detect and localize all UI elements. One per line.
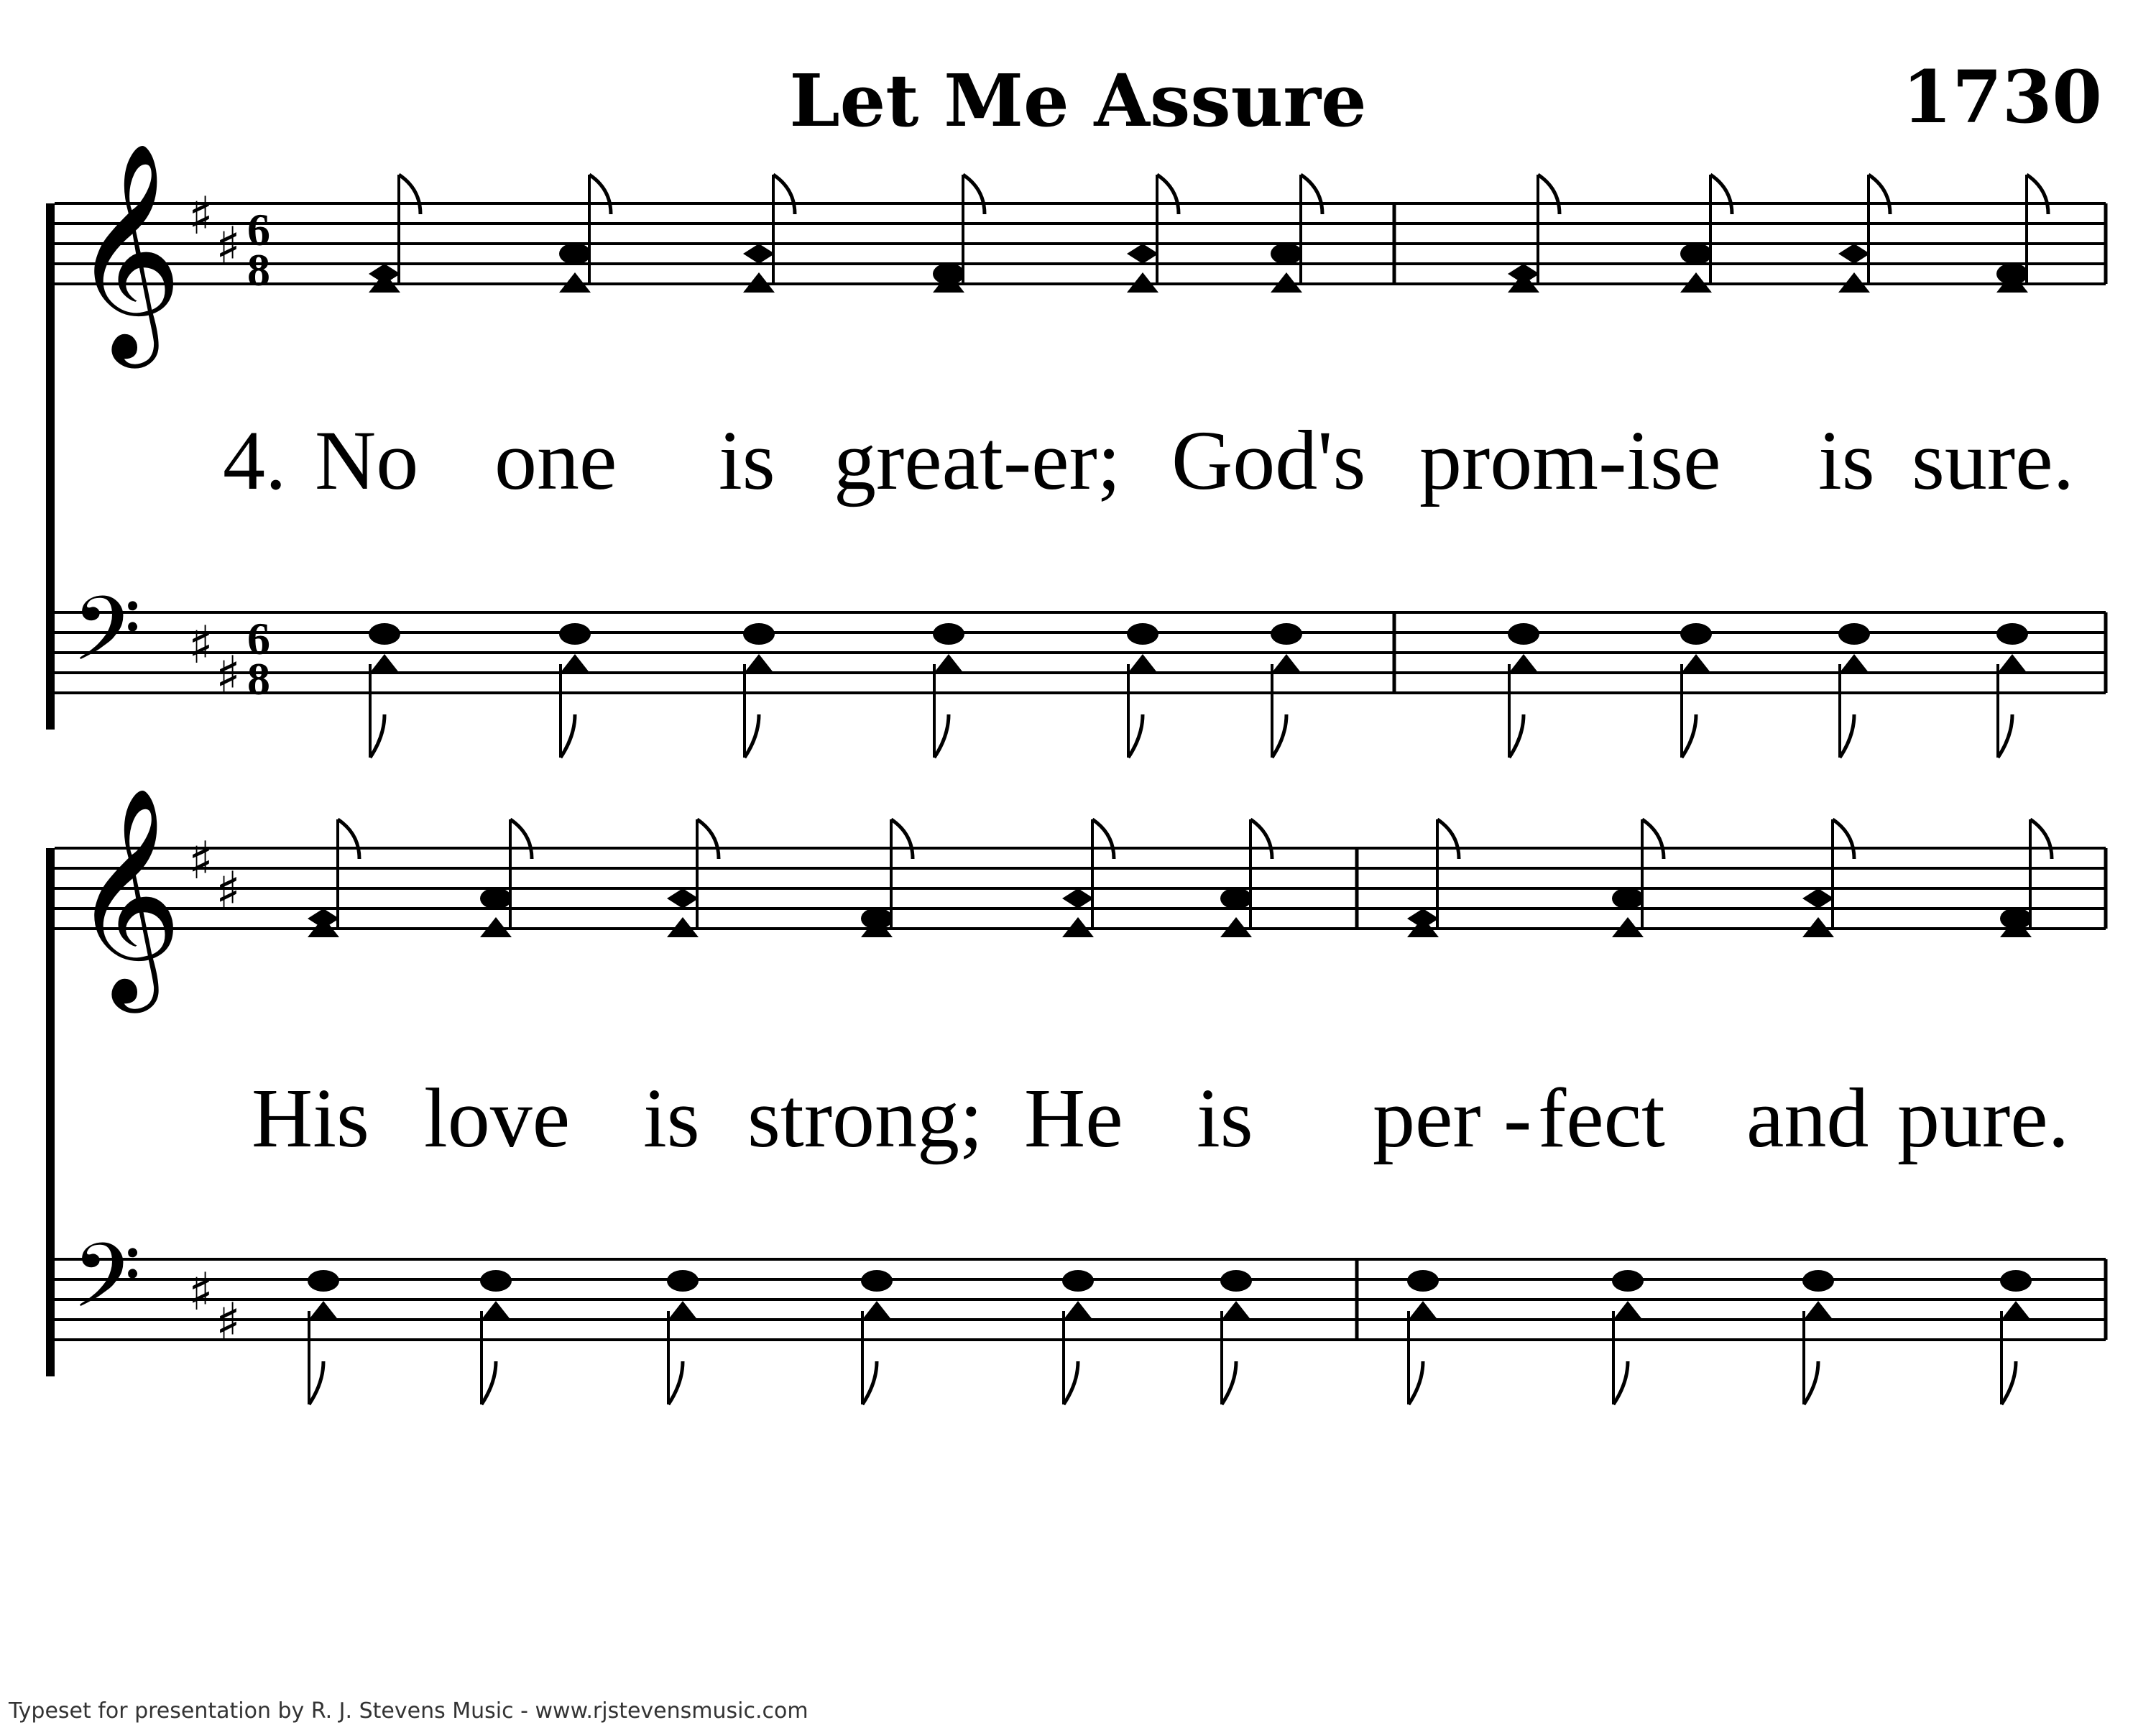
sharp-icon: ♯ xyxy=(188,185,213,246)
note-head-triangle xyxy=(1996,654,2028,674)
note-head-diamond xyxy=(743,244,775,264)
note-head xyxy=(933,623,964,645)
note-flag xyxy=(1064,1361,1078,1404)
note-flag xyxy=(2030,819,2052,859)
time-signature-top: 6 xyxy=(247,204,270,255)
system-1-bracket xyxy=(46,203,55,730)
note-flag xyxy=(1092,819,1114,859)
lyric-syllable: prom-ise xyxy=(1419,413,1721,507)
note-flag xyxy=(1157,175,1179,214)
note-flag xyxy=(934,714,949,758)
sharp-icon: ♯ xyxy=(216,1292,241,1352)
lyric-syllable: fect xyxy=(1538,1071,1665,1165)
hymn-number: 1730 xyxy=(1902,55,2102,139)
note-head xyxy=(667,1270,699,1292)
note-head-diamond xyxy=(369,264,400,284)
hymn-title: Let Me Assure xyxy=(789,58,1367,143)
note-head xyxy=(1220,1270,1252,1292)
note-head xyxy=(1271,623,1302,645)
note-flag xyxy=(963,175,985,214)
lyric-syllable: No xyxy=(315,413,419,507)
note-head xyxy=(1612,1270,1644,1292)
note-head-diamond xyxy=(308,908,339,929)
note-head-diamond xyxy=(1407,908,1439,929)
note-head-triangle xyxy=(1220,1301,1252,1321)
bass-clef-icon: 𝄢 xyxy=(72,1225,142,1350)
note-head xyxy=(1838,623,1870,645)
lyric-syllable: love xyxy=(424,1071,571,1165)
note-head xyxy=(1062,1270,1094,1292)
note-flag xyxy=(1613,1361,1628,1404)
note-flag xyxy=(697,819,719,859)
lyric-syllable: and xyxy=(1746,1071,1869,1165)
note-head-diamond xyxy=(1802,888,1834,908)
note-head xyxy=(1996,263,2028,285)
lyric-syllable: He xyxy=(1024,1071,1123,1165)
note-head-triangle xyxy=(1271,654,1302,674)
note-head-triangle xyxy=(308,1301,339,1321)
note-head-triangle xyxy=(743,654,775,674)
note-flag xyxy=(745,714,759,758)
note-flag xyxy=(1409,1361,1423,1404)
note-head xyxy=(1508,623,1539,645)
note-flag xyxy=(1222,1361,1236,1404)
treble-clef-icon: 𝄞 xyxy=(72,142,183,359)
note-flag xyxy=(370,714,384,758)
note-head-diamond xyxy=(1127,244,1158,264)
note-head-diamond xyxy=(667,888,699,908)
note-flag xyxy=(589,175,611,214)
note-flag xyxy=(561,714,575,758)
footer-credit: Typeset for presentation by R. J. Stevens Music - www.rjstevensmusic.com xyxy=(9,1698,808,1724)
note-head xyxy=(1680,623,1712,645)
note-flag xyxy=(510,819,532,859)
lyric-syllable: per xyxy=(1373,1071,1481,1165)
note-flag xyxy=(1250,819,1272,859)
note-head xyxy=(1271,243,1302,264)
lyric-syllable: is xyxy=(1818,413,1875,507)
note-head-triangle xyxy=(559,654,591,674)
lyric-syllable: His xyxy=(252,1071,369,1165)
note-head xyxy=(1127,623,1158,645)
lyric-syllable: God's xyxy=(1171,413,1366,507)
note-head xyxy=(1680,243,1712,264)
lyric-syllable: sure. xyxy=(1912,413,2075,507)
note-head-triangle xyxy=(667,1301,699,1321)
note-flag xyxy=(1869,175,1890,214)
note-flag xyxy=(1804,1361,1818,1404)
note-head xyxy=(743,623,775,645)
note-flag xyxy=(862,1361,877,1404)
note-flag xyxy=(1128,714,1143,758)
note-flag xyxy=(1833,819,1854,859)
note-head-triangle xyxy=(1680,654,1712,674)
note-head-triangle xyxy=(369,654,400,674)
lyric-syllable: strong; xyxy=(747,1071,983,1165)
note-flag xyxy=(482,1361,496,1404)
note-head-diamond xyxy=(1508,264,1539,284)
note-flag xyxy=(1272,714,1286,758)
note-head-diamond xyxy=(1062,888,1094,908)
note-head-triangle xyxy=(480,1301,512,1321)
note-head-triangle xyxy=(1802,1301,1834,1321)
lyric-syllable: is xyxy=(719,413,775,507)
note-head xyxy=(1612,888,1644,909)
bass-clef-icon: 𝄢 xyxy=(72,578,142,703)
system-2-bracket xyxy=(46,848,55,1376)
time-signature-top: 6 xyxy=(247,613,270,664)
note-flag xyxy=(338,819,359,859)
note-head xyxy=(2000,1270,2032,1292)
note-head xyxy=(1802,1270,1834,1292)
lyrics-line-1 xyxy=(223,413,2074,507)
note-head xyxy=(1407,1270,1439,1292)
note-flag xyxy=(1682,714,1696,758)
note-flag xyxy=(1710,175,1732,214)
note-flag xyxy=(1509,714,1524,758)
note-head xyxy=(308,1270,339,1292)
note-head-triangle xyxy=(1062,1301,1094,1321)
note-flag xyxy=(773,175,795,214)
lyric-syllable: is xyxy=(643,1071,700,1165)
note-flag xyxy=(1840,714,1854,758)
lyric-syllable: is xyxy=(1197,1071,1253,1165)
sharp-icon: ♯ xyxy=(188,1261,213,1322)
sharp-icon: ♯ xyxy=(188,615,213,675)
note-head xyxy=(2000,908,2032,929)
music-notation xyxy=(55,142,2106,1404)
sharp-icon: ♯ xyxy=(216,860,241,921)
note-head xyxy=(480,1270,512,1292)
note-head xyxy=(480,888,512,909)
note-head-triangle xyxy=(933,654,964,674)
note-flag xyxy=(1642,819,1664,859)
note-flag xyxy=(2001,1361,2016,1404)
note-head xyxy=(369,623,400,645)
note-flag xyxy=(2027,175,2048,214)
note-head-triangle xyxy=(861,1301,893,1321)
lyric-syllable: pure. xyxy=(1897,1071,2070,1165)
sharp-icon: ♯ xyxy=(216,216,241,276)
lyrics-line-2 xyxy=(252,1071,2069,1165)
note-head xyxy=(1220,888,1252,909)
note-flag xyxy=(1437,819,1459,859)
note-flag xyxy=(1301,175,1322,214)
note-flag xyxy=(1998,714,2012,758)
note-flag xyxy=(668,1361,683,1404)
note-head-triangle xyxy=(1508,654,1539,674)
lyric-hyphen: - xyxy=(1503,1071,1532,1165)
time-signature-bottom: 8 xyxy=(247,244,270,295)
note-head xyxy=(1996,623,2028,645)
note-flag xyxy=(1538,175,1560,214)
note-head xyxy=(861,908,893,929)
note-head-triangle xyxy=(1838,654,1870,674)
note-flag xyxy=(399,175,420,214)
lyric-syllable: great-er; xyxy=(834,413,1121,507)
lyric-syllable: one xyxy=(494,413,617,507)
note-head-diamond xyxy=(1838,244,1870,264)
note-flag xyxy=(309,1361,323,1404)
sharp-icon: ♯ xyxy=(216,645,241,705)
note-head-triangle xyxy=(1612,1301,1644,1321)
note-head xyxy=(933,263,964,285)
note-head-triangle xyxy=(1407,1301,1439,1321)
note-head xyxy=(559,243,591,264)
note-head-triangle xyxy=(1127,654,1158,674)
sharp-icon: ♯ xyxy=(188,830,213,891)
treble-clef-icon: 𝄞 xyxy=(72,786,183,1003)
verse-number: 4. xyxy=(223,413,287,507)
time-signature-bottom: 8 xyxy=(247,653,270,704)
note-head-triangle xyxy=(2000,1301,2032,1321)
note-flag xyxy=(891,819,913,859)
note-head xyxy=(861,1270,893,1292)
note-head xyxy=(559,623,591,645)
